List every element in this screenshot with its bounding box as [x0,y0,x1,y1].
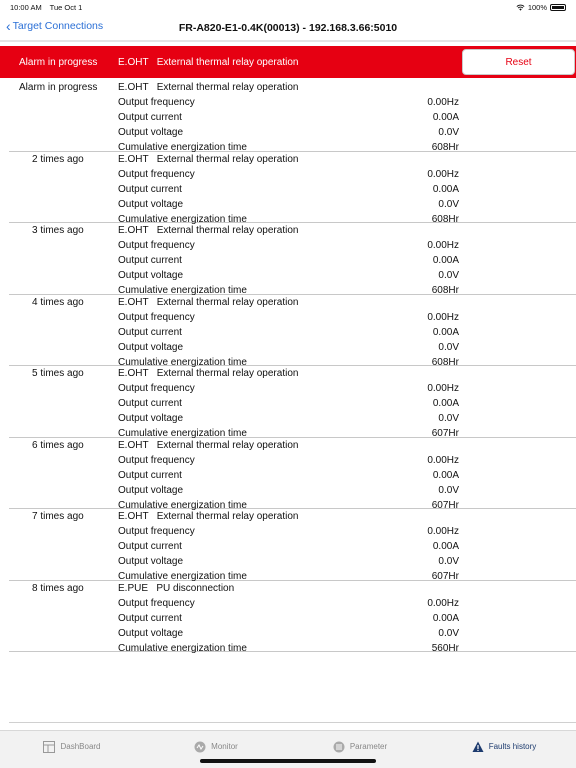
fault-entry [9,509,576,581]
detail-label: Cumulative energization time [118,428,247,439]
detail-value: 0.0V [438,198,459,210]
detail-label: Output current [118,183,182,195]
detail-value: 0.0V [438,556,459,567]
tab-faults-history[interactable] [432,731,576,768]
detail-label: Cumulative energization time [118,213,247,225]
detail-label: Output voltage [118,556,184,567]
fault-code: E.OHT External thermal relay operation [118,296,299,308]
fault-detail-row [118,199,459,210]
detail-value: 0.00A [432,469,459,481]
fault-detail-row [118,169,459,180]
detail-label: Cumulative energization time [118,642,247,654]
detail-value: 608Hr [431,285,459,296]
detail-value: 607Hr [431,571,459,582]
fault-when: Alarm in progress [19,82,98,93]
detail-value: 0.0V [438,127,459,138]
detail-label: Output frequency [118,240,195,251]
chevron-left-icon: ‹ [6,18,11,34]
detail-value: 0.00Hz [427,597,459,609]
detail-label: Output voltage [118,413,184,424]
fault-entry [9,581,576,653]
navigation-bar [0,14,576,42]
fault-detail-row [118,541,459,552]
detail-label: Cumulative energization time [118,499,247,511]
status-left [10,3,88,12]
detail-value: 608Hr [431,142,459,153]
status-right [516,3,566,12]
detail-value: 0.0V [438,484,459,496]
detail-value: 0.00Hz [427,168,459,180]
fault-detail-row [118,485,459,496]
fault-when: 7 times ago [32,511,84,522]
fault-code: E.OHT External thermal relay operation [118,153,299,165]
alarm-code: E.OHT External thermal relay operation [118,57,299,68]
detail-value: 0.0V [438,341,459,353]
fault-detail-row [118,413,459,424]
fault-when: 8 times ago [32,582,84,594]
status-bar [0,0,576,14]
wifi-icon [516,4,525,11]
detail-value: 0.0V [438,627,459,639]
detail-label: Output current [118,612,182,624]
battery-percent: 100% [527,2,547,12]
detail-label: Output frequency [118,383,195,394]
detail-label: Output frequency [118,597,195,609]
fault-entry [9,80,576,152]
fault-detail-row [118,613,459,624]
monitor-icon [194,741,206,753]
fault-detail-row [118,628,459,639]
detail-value: 0.00A [432,612,459,624]
detail-label: Output voltage [118,627,184,639]
divider [9,722,576,723]
fault-when: 2 times ago [32,153,84,165]
detail-value: 0.00A [432,541,459,552]
detail-value: 608Hr [431,213,459,225]
fault-when: 5 times ago [32,368,84,379]
detail-label: Cumulative energization time [118,356,247,368]
detail-value: 0.00A [432,398,459,409]
detail-value: 0.00A [432,255,459,266]
fault-when: 3 times ago [32,225,84,236]
fault-detail-row [118,127,459,138]
tab-label: DashBoard [60,742,101,751]
battery-icon [550,4,566,11]
detail-label: Output frequency [118,97,195,108]
reset-button[interactable]: Reset [462,49,575,75]
fault-detail-row [118,383,459,394]
fault-detail-row [118,643,459,654]
detail-label: Output current [118,398,182,409]
detail-value: 0.00Hz [427,311,459,323]
detail-value: 0.00Hz [427,526,459,537]
detail-label: Cumulative energization time [118,142,247,153]
detail-value: 607Hr [431,499,459,511]
fault-detail-row [118,342,459,353]
detail-value: 0.00Hz [427,454,459,466]
fault-detail-row [118,255,459,266]
tab-label: Faults history [488,742,537,751]
warning-icon [472,741,484,753]
detail-value: 608Hr [431,356,459,368]
detail-label: Output voltage [118,127,184,138]
back-label: Target Connections [12,20,104,32]
detail-label: Cumulative energization time [118,285,247,296]
alarm-banner [0,46,576,78]
detail-value: 0.00A [432,326,459,338]
fault-when: 4 times ago [32,296,84,308]
detail-label: Output voltage [118,270,184,281]
fault-entry [9,152,576,224]
divider [0,40,576,42]
tab-label: Parameter [349,742,388,751]
fault-entry [9,438,576,510]
fault-detail-row [118,112,459,123]
detail-value: 0.00Hz [427,383,459,394]
fault-detail-row [118,327,459,338]
detail-label: Output current [118,112,182,123]
detail-label: Output frequency [118,311,195,323]
fault-detail-row [118,270,459,281]
detail-label: Output frequency [118,526,195,537]
detail-value: 0.00Hz [427,240,459,251]
detail-label: Output frequency [118,168,195,180]
fault-detail-row [118,470,459,481]
detail-value: 560Hr [431,642,459,654]
fault-detail-row [118,556,459,567]
status-time: 10:00 AM [10,2,42,12]
parameter-icon [333,741,345,753]
fault-detail-row [118,455,459,466]
detail-value: 0.00Hz [427,97,459,108]
fault-code: E.PUE PU disconnection [118,582,235,594]
detail-label: Output voltage [118,341,184,353]
fault-code: E.OHT External thermal relay operation [118,511,299,522]
fault-when: 6 times ago [32,439,84,451]
fault-detail-row [118,526,459,537]
page-title: FR-A820-E1-0.4K(00013) - 192.168.3.66:5010 [178,22,398,34]
detail-label: Output voltage [118,198,184,210]
dashboard-icon [43,741,55,753]
fault-code: E.OHT External thermal relay operation [118,368,299,379]
detail-value: 607Hr [431,428,459,439]
fault-detail-row [118,97,459,108]
fault-detail-row [118,312,459,323]
tab-label: Monitor [211,742,238,751]
detail-value: 0.0V [438,270,459,281]
detail-label: Output voltage [118,484,184,496]
status-date: Tue Oct 1 [49,2,83,12]
detail-value: 0.00A [432,112,459,123]
detail-label: Output current [118,255,182,266]
tab-dashboard[interactable] [0,731,144,768]
fault-entry [9,366,576,438]
detail-label: Output current [118,326,182,338]
fault-detail-row [118,240,459,251]
detail-label: Cumulative energization time [118,571,247,582]
detail-label: Output current [118,469,182,481]
detail-label: Output current [118,541,182,552]
detail-value: 0.0V [438,413,459,424]
fault-detail-row [118,184,459,195]
fault-entry [9,223,576,295]
detail-value: 0.00A [432,183,459,195]
fault-entry [9,295,576,367]
alarm-label: Alarm in progress [19,57,98,68]
faults-history-list [0,80,576,652]
fault-code: E.OHT External thermal relay operation [118,439,299,451]
detail-label: Output frequency [118,454,195,466]
fault-code: E.OHT External thermal relay operation [118,82,299,93]
fault-detail-row [118,598,459,609]
fault-detail-row [118,398,459,409]
home-indicator [200,759,376,763]
fault-code: E.OHT External thermal relay operation [118,225,299,236]
